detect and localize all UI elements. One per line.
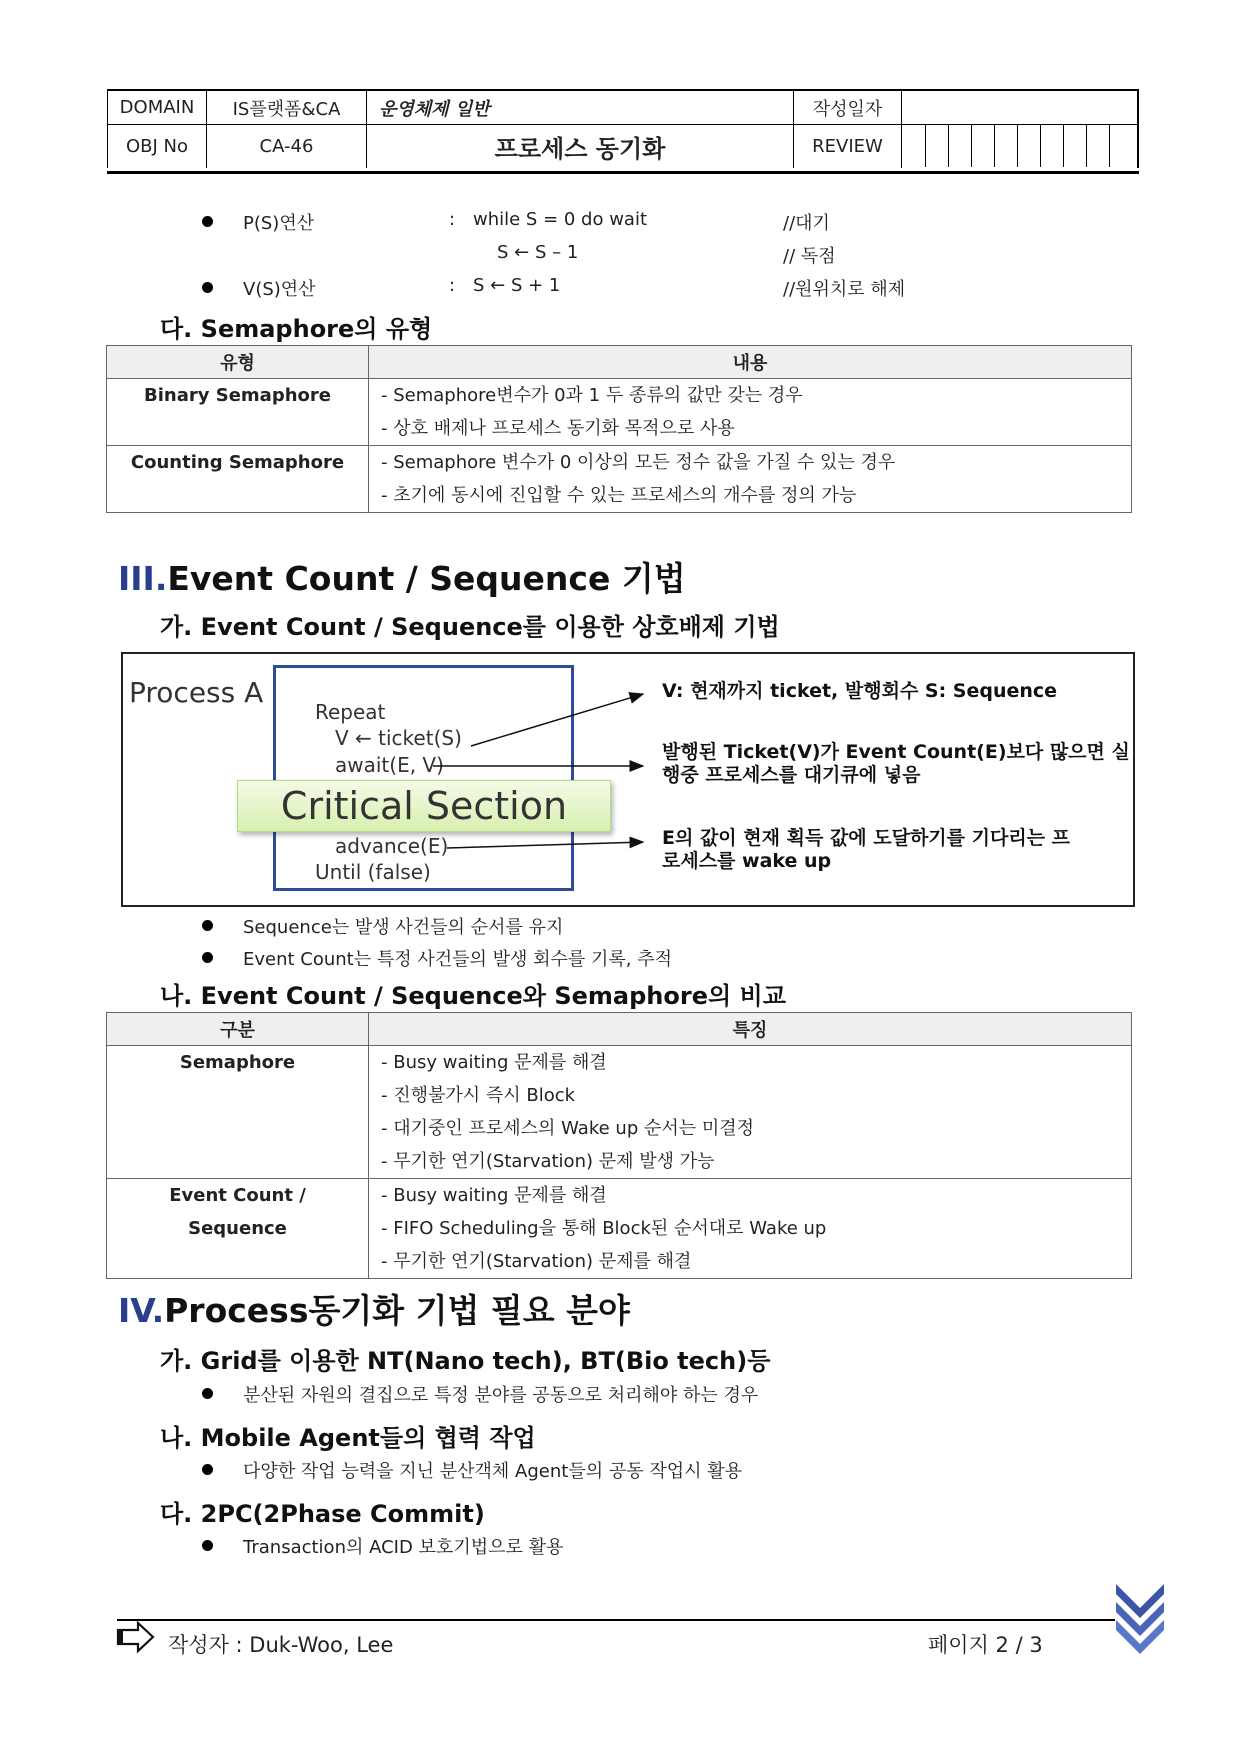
- bullet-text: 분산된 자원의 결집으로 특정 분야를 공동으로 처리해야 하는 경우: [243, 1385, 759, 1406]
- semaphore-types-heading: 다. Semaphore의 유형: [160, 315, 433, 343]
- event-count-diagram: [121, 652, 1135, 907]
- bullet-dot: [202, 1540, 213, 1551]
- content-line: - Semaphore변수가 0과 1 두 종류의 값만 갖는 경우: [381, 385, 803, 406]
- section-title: Event Count / Sequence 기법: [167, 559, 686, 598]
- bullet-text: 다양한 작업 능력을 지닌 분산객체 Agent들의 공동 작업시 활용: [243, 1461, 742, 1482]
- document-header: [107, 89, 1139, 174]
- op-comment: //대기: [783, 213, 830, 234]
- bullet-dot: [202, 952, 213, 963]
- arrow-right-icon: [116, 1620, 156, 1654]
- diagram-note: V: 현재까지 ticket, 발행회수 S: Sequence: [662, 680, 1058, 702]
- op-code: S ← S + 1: [473, 275, 561, 296]
- subsection-heading: 다. 2PC(2Phase Commit): [160, 1500, 485, 1528]
- op-comment: // 독점: [783, 246, 836, 267]
- bullet-dot: [202, 920, 213, 931]
- diagram-note: 로세스를 wake up: [662, 850, 832, 872]
- bullet-dot: [202, 1388, 213, 1399]
- type-cell: Sequence: [188, 1218, 287, 1239]
- code-line: V ← ticket(S): [335, 726, 462, 750]
- type-cell: Event Count /: [169, 1185, 306, 1206]
- bullet-text: Sequence는 발생 사건들의 순서를 유지: [243, 917, 564, 938]
- code-line: Until (false): [315, 860, 431, 884]
- op-sep: :: [449, 275, 456, 296]
- diagram-note: 행중 프로세스를 대기큐에 넣음: [662, 764, 921, 786]
- code-line: Repeat: [315, 700, 386, 724]
- code-line: await(E, V): [335, 753, 444, 777]
- table-row: [107, 1046, 1132, 1179]
- op-sep: :: [449, 209, 456, 230]
- bullet-text: Event Count는 특정 사건들의 발생 회수를 기록, 추적: [243, 949, 673, 970]
- content-line: - Semaphore 변수가 0 이상의 모든 정수 값을 가질 수 있는 경우: [381, 452, 896, 473]
- column-header: 구분: [107, 1013, 369, 1046]
- obj-label: OBJ No: [107, 125, 207, 168]
- content-line: - 진행불가시 즉시 Block: [381, 1085, 576, 1106]
- content-line: - 무기한 연기(Starvation) 문제 발생 가능: [381, 1151, 715, 1172]
- date-value: [902, 91, 1139, 124]
- bullet-dot: [202, 216, 213, 227]
- section-number: III.: [118, 559, 168, 598]
- content-line: - 대기중인 프로세스의 Wake up 순서는 미결정: [381, 1118, 755, 1139]
- type-cell: Binary Semaphore: [144, 385, 331, 406]
- column-header: 유형: [107, 346, 369, 379]
- chevron-down-logo-icon: [1112, 1580, 1168, 1656]
- semaphore-types-table: [106, 345, 1132, 513]
- table-row: [107, 1179, 1132, 1279]
- column-header: 내용: [369, 346, 1132, 379]
- date-label: 작성일자: [794, 91, 902, 124]
- doc-title: 프로세스 동기화: [367, 125, 794, 168]
- op-comment: //원위치로 해제: [783, 279, 906, 300]
- op-code: S ← S – 1: [497, 242, 579, 263]
- bullet-dot: [202, 282, 213, 293]
- subsection-heading: 가. Event Count / Sequence를 이용한 상호배제 기법: [160, 613, 780, 641]
- review-boxes: [902, 125, 1139, 168]
- section-title: Process동기화 기법 필요 분야: [164, 1291, 630, 1330]
- type-cell: Semaphore: [179, 1052, 296, 1073]
- domain-value: IS플랫폼&CA: [207, 91, 367, 124]
- op-name: P(S)연산: [243, 213, 315, 234]
- critical-section-box: Critical Section: [237, 780, 611, 832]
- footer-divider: [117, 1619, 1115, 1621]
- op-code: while S = 0 do wait: [473, 209, 648, 230]
- domain-label: DOMAIN: [107, 91, 207, 124]
- category: 운영체제 일반: [367, 91, 794, 124]
- column-header: 특징: [369, 1013, 1132, 1046]
- section-number: IV.: [118, 1291, 165, 1330]
- content-line: - FIFO Scheduling을 통해 Block된 순서대로 Wake up: [381, 1218, 827, 1239]
- subsection-heading: 가. Grid를 이용한 NT(Nano tech), BT(Bio tech)등: [160, 1347, 771, 1375]
- obj-value: CA-46: [207, 125, 367, 168]
- type-cell: Counting Semaphore: [130, 452, 345, 473]
- review-label: REVIEW: [794, 125, 902, 168]
- content-line: - Busy waiting 문제를 해결: [381, 1185, 607, 1206]
- bullet-text: Transaction의 ACID 보호기법으로 활용: [243, 1537, 564, 1558]
- content-line: - Busy waiting 문제를 해결: [381, 1052, 607, 1073]
- table-row: [107, 446, 1132, 513]
- content-line: - 무기한 연기(Starvation) 문제를 해결: [381, 1251, 692, 1272]
- section-3-heading: [118, 553, 686, 600]
- diagram-note: 발행된 Ticket(V)가 Event Count(E)보다 많으면 실: [662, 741, 1130, 763]
- code-line: advance(E): [335, 834, 449, 858]
- process-label: Process A: [129, 676, 264, 709]
- op-name: V(S)연산: [243, 279, 316, 300]
- content-line: - 상호 배제나 프로세스 동기화 목적으로 사용: [381, 418, 735, 439]
- footer-page: 페이지 2 / 3: [928, 1633, 1043, 1657]
- section-4-heading: [118, 1285, 630, 1332]
- subsection-heading: 나. Event Count / Sequence와 Semaphore의 비교: [160, 982, 786, 1010]
- table-row: [107, 379, 1132, 446]
- bullet-dot: [202, 1464, 213, 1475]
- diagram-note: E의 값이 현재 획득 값에 도달하기를 기다리는 프: [662, 827, 1071, 849]
- footer-author: 작성자 : Duk-Woo, Lee: [168, 1633, 394, 1657]
- comparison-table: [106, 1012, 1132, 1279]
- subsection-heading: 나. Mobile Agent들의 협력 작업: [160, 1424, 536, 1452]
- content-line: - 초기에 동시에 진입할 수 있는 프로세스의 개수를 정의 가능: [381, 485, 857, 506]
